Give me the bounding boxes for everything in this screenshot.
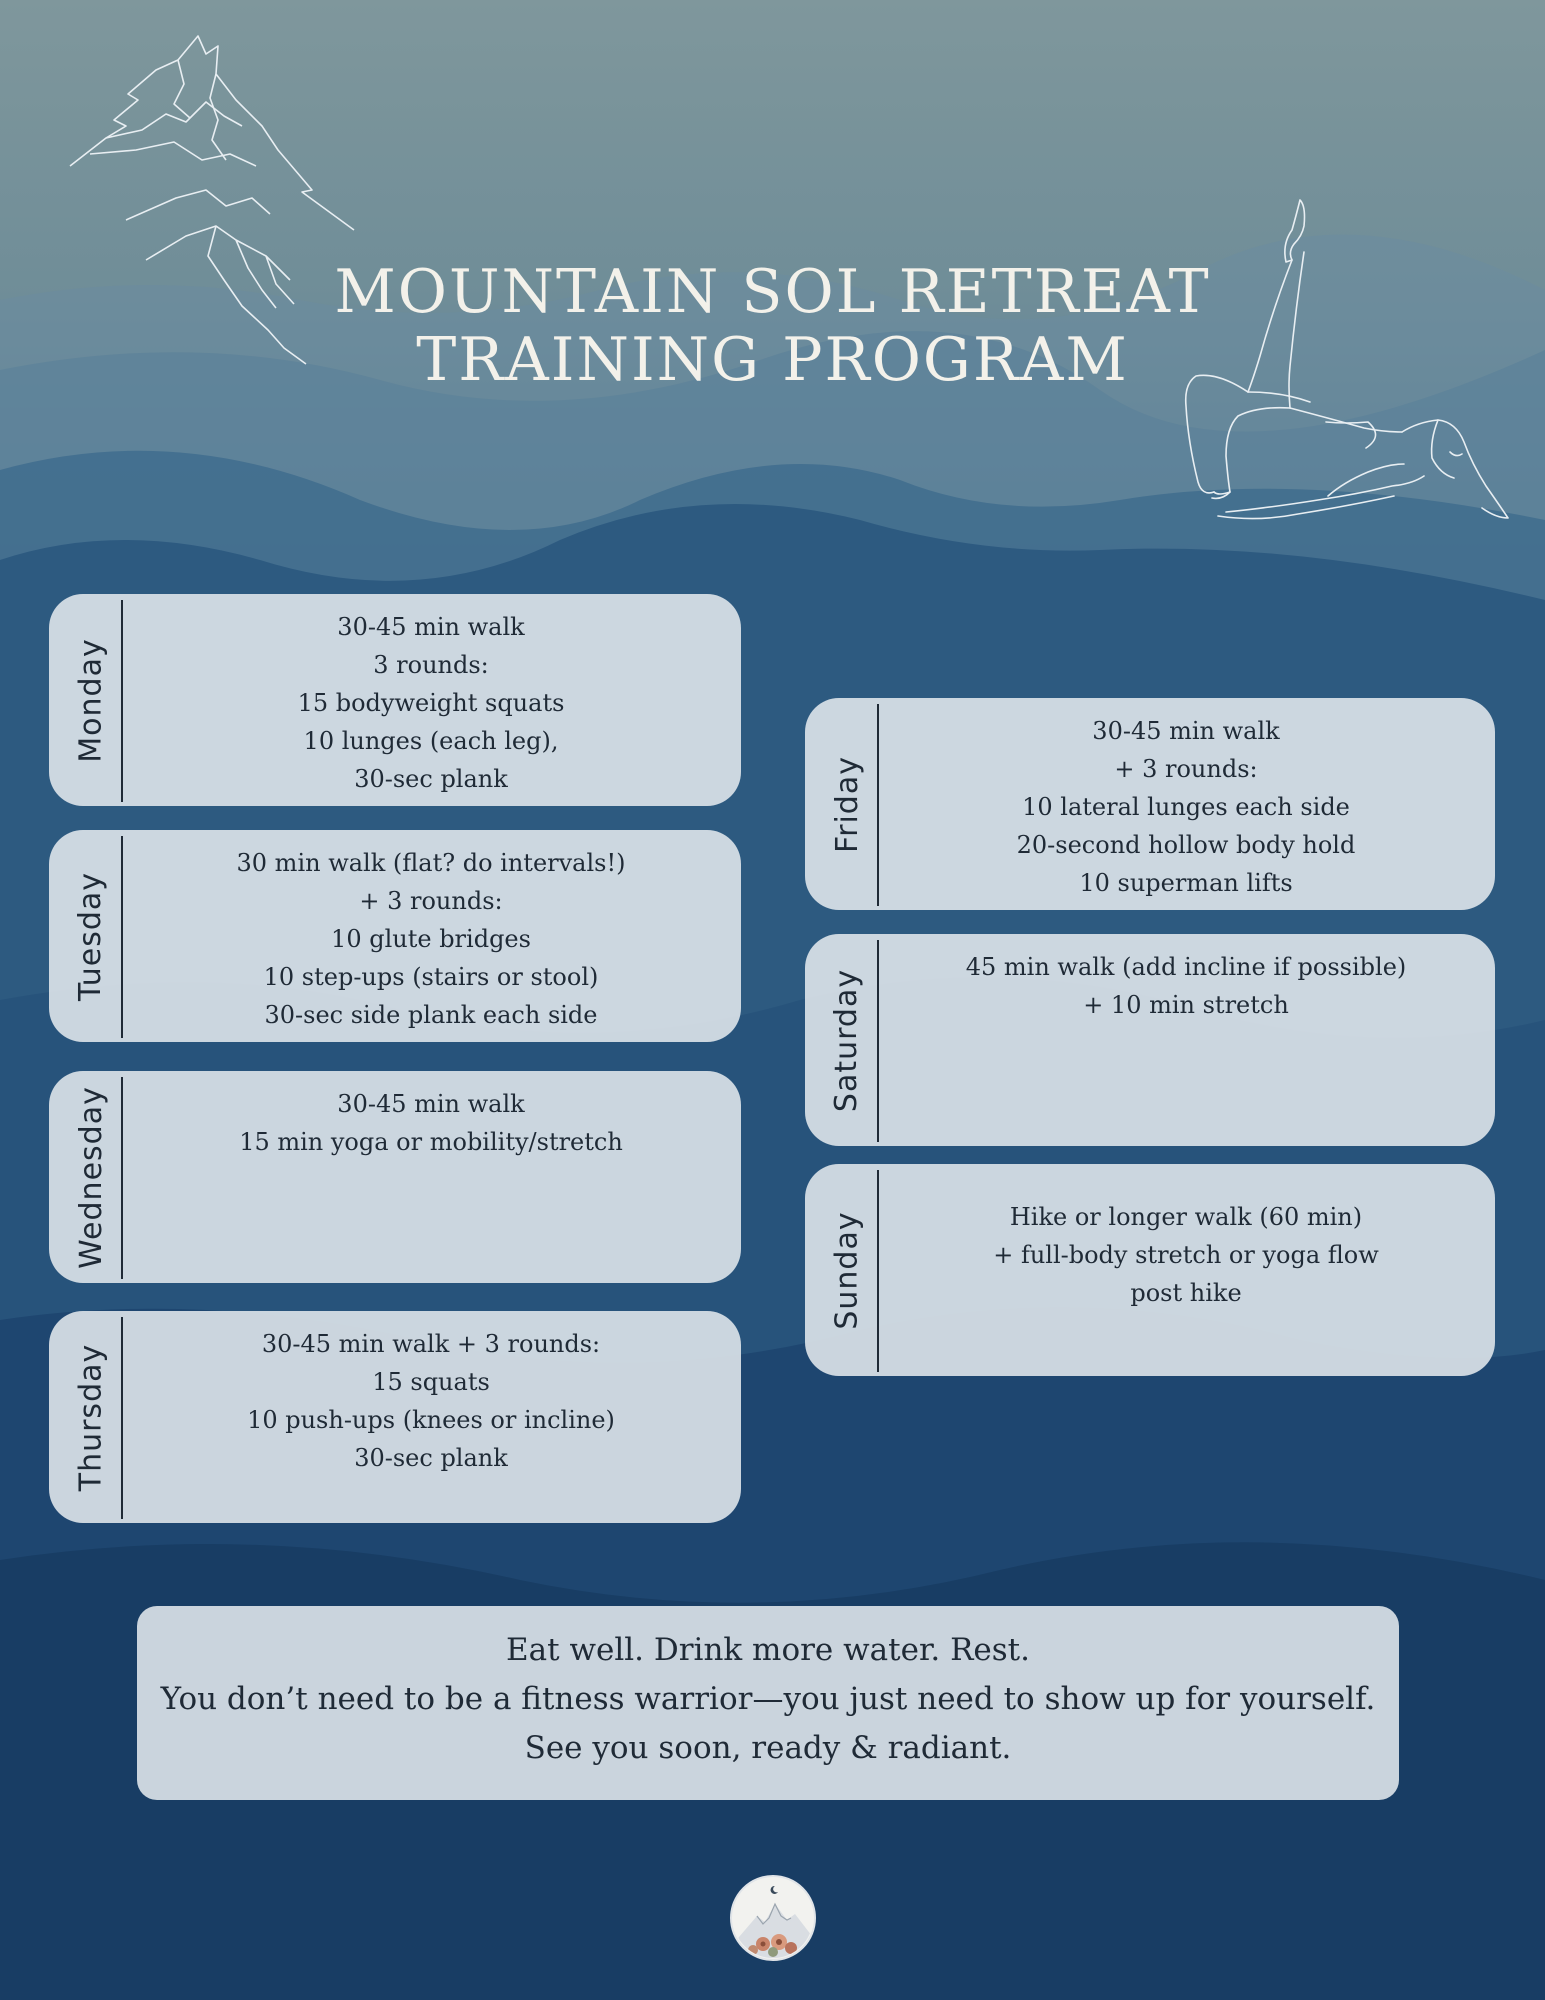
workout-lines bbox=[133, 608, 729, 798]
day-card-wednesday bbox=[49, 1071, 741, 1283]
workout-line: + 10 min stretch bbox=[1083, 991, 1289, 1019]
workout-line: 10 step-ups (stairs or stool) bbox=[263, 963, 599, 991]
day-label-wednesday: Wednesday bbox=[73, 1085, 109, 1269]
workout-line: 15 min yoga or mobility/stretch bbox=[239, 1128, 623, 1156]
workout-line: 15 bodyweight squats bbox=[297, 689, 565, 717]
day-card-monday bbox=[49, 594, 741, 806]
title-line-1: MOUNTAIN SOL RETREAT bbox=[334, 257, 1211, 327]
day-label-friday: Friday bbox=[829, 755, 865, 853]
workout-line: 30-sec plank bbox=[354, 1444, 508, 1472]
workout-line: + full-body stretch or yoga flow bbox=[993, 1241, 1379, 1269]
day-card-sunday bbox=[805, 1164, 1495, 1376]
day-card-thursday bbox=[49, 1311, 741, 1523]
closing-line-1: Eat well. Drink more water. Rest. bbox=[506, 1632, 1030, 1668]
workout-line: 30 min walk (flat? do intervals!) bbox=[236, 849, 626, 877]
day-card-saturday bbox=[805, 934, 1495, 1146]
day-label-tuesday: Tuesday bbox=[73, 871, 109, 1001]
divider bbox=[121, 600, 123, 802]
workout-line: 30-45 min walk bbox=[337, 1090, 525, 1118]
divider bbox=[877, 940, 879, 1142]
workout-line: 10 lateral lunges each side bbox=[1022, 793, 1350, 821]
workout-line: 3 rounds: bbox=[373, 651, 489, 679]
workout-line: 30-sec plank bbox=[354, 765, 508, 793]
workout-line: 15 squats bbox=[372, 1368, 490, 1396]
workout-line: post hike bbox=[1130, 1279, 1242, 1307]
divider bbox=[121, 1077, 123, 1279]
day-card-tuesday bbox=[49, 830, 741, 1042]
workout-line: 10 lunges (each leg), bbox=[303, 727, 559, 755]
workout-lines bbox=[133, 1085, 729, 1161]
closing-message bbox=[137, 1606, 1399, 1800]
workout-line: 30-45 min walk + 3 rounds: bbox=[261, 1330, 601, 1358]
workout-line: 20-second hollow body hold bbox=[1016, 831, 1356, 859]
mountain-flower-logo bbox=[729, 1874, 817, 1962]
day-label-monday: Monday bbox=[73, 637, 109, 763]
workout-line: Hike or longer walk (60 min) bbox=[1009, 1203, 1363, 1231]
workout-line: 30-45 min walk bbox=[337, 613, 525, 641]
workout-lines bbox=[889, 712, 1483, 902]
workout-lines bbox=[889, 948, 1483, 1024]
page-title bbox=[0, 258, 1545, 394]
workout-line: 10 glute bridges bbox=[331, 925, 531, 953]
workout-line: 30-sec side plank each side bbox=[264, 1001, 598, 1029]
divider bbox=[877, 1170, 879, 1372]
workout-line: 45 min walk (add incline if possible) bbox=[965, 953, 1407, 981]
workout-line: + 3 rounds: bbox=[1114, 755, 1258, 783]
divider bbox=[121, 836, 123, 1038]
workout-line: + 3 rounds: bbox=[359, 887, 503, 915]
divider bbox=[121, 1317, 123, 1519]
workout-lines bbox=[133, 844, 729, 1034]
day-label-thursday: Thursday bbox=[73, 1343, 109, 1491]
workout-line: 10 superman lifts bbox=[1079, 869, 1293, 897]
workout-lines bbox=[889, 1198, 1483, 1312]
day-card-friday bbox=[805, 698, 1495, 910]
workout-line: 30-45 min walk bbox=[1092, 717, 1280, 745]
workout-lines bbox=[133, 1325, 729, 1477]
closing-line-2: You don’t need to be a fitness warrior—you just need to show up for yourself. bbox=[160, 1681, 1376, 1717]
divider bbox=[877, 704, 879, 906]
day-label-saturday: Saturday bbox=[829, 968, 865, 1112]
closing-line-3: See you soon, ready & radiant. bbox=[524, 1730, 1012, 1766]
day-label-sunday: Sunday bbox=[829, 1210, 865, 1330]
title-line-2: TRAINING PROGRAM bbox=[416, 325, 1129, 395]
workout-line: 10 push-ups (knees or incline) bbox=[247, 1406, 615, 1434]
